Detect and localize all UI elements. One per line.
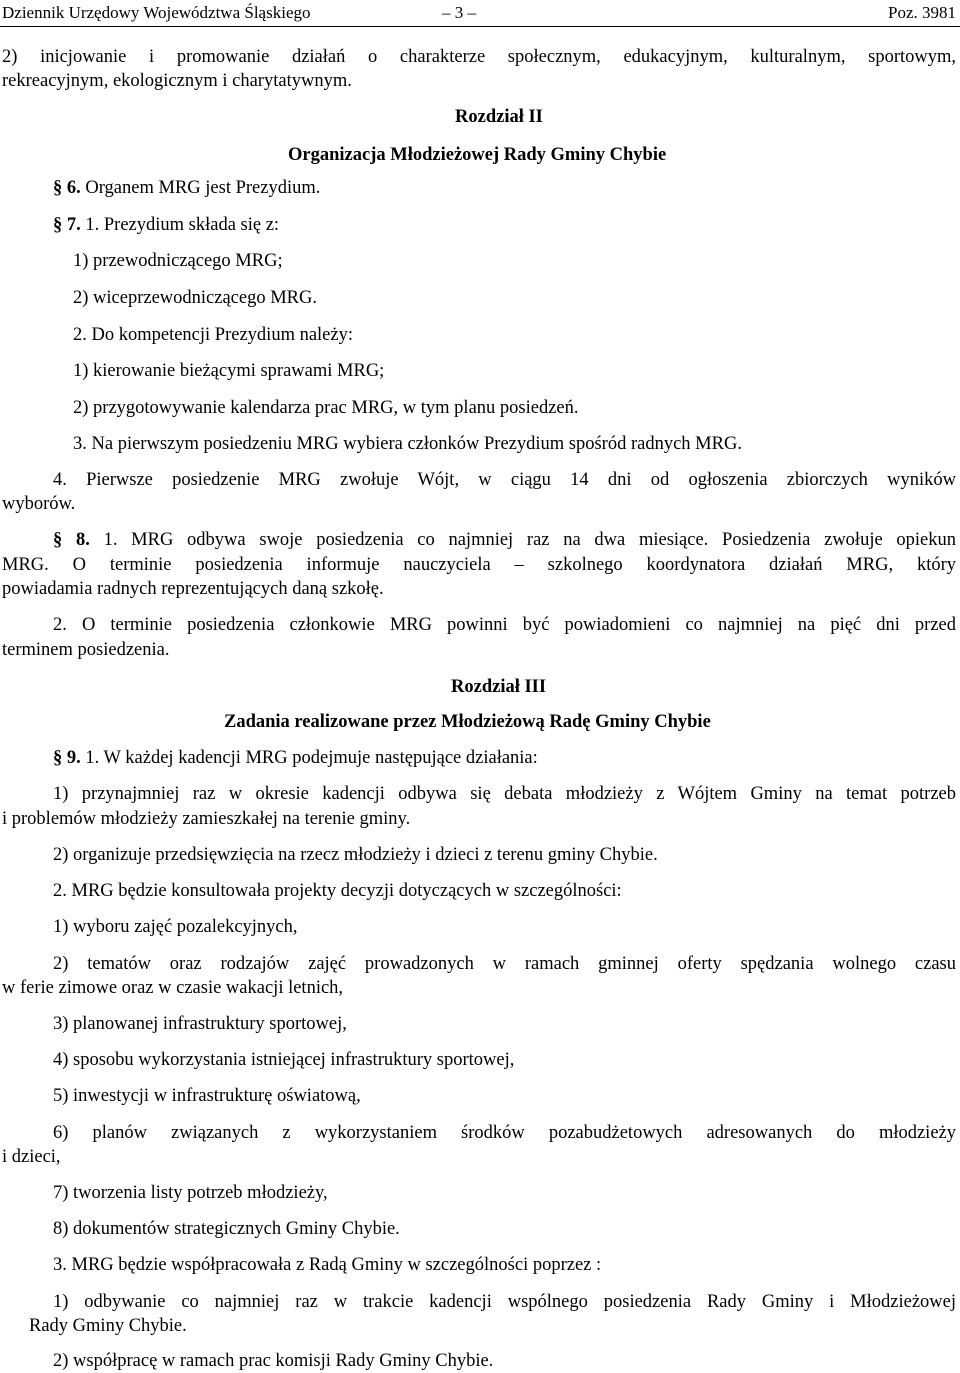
paragraph-line: i problemów młodzieży zamieszkałej na terenie gminy. — [2, 809, 411, 829]
paragraph-line: 3. MRG będzie współpracowała z Radą Gminy w szczególności poprzez : — [53, 1255, 602, 1275]
section-text: 1. Prezydium składa się z: — [80, 215, 280, 235]
list-item: 2) współpracę w ramach prac komisji Rady Gminy Chybie. — [53, 1351, 494, 1371]
page-header — [0, 0, 960, 27]
section-text: 1. MRG odbywa swoje posiedzenia co najmniej raz na dwa miesiące. Posiedzenia zwołuje opiekun — [89, 530, 956, 550]
list-item: 6) planów związanych z wykorzystaniem środków pozabudżetowych adresowanych do młodzieży — [53, 1123, 956, 1143]
paragraph-line: terminem posiedzenia. — [2, 640, 170, 660]
page-number: – 3 – — [442, 3, 476, 22]
list-item: 1) wyboru zajęć pozalekcyjnych, — [53, 917, 298, 937]
paragraph-line: Rady Gminy Chybie. — [29, 1316, 187, 1336]
list-item: 8) dokumentów strategicznych Gminy Chybie. — [53, 1219, 400, 1239]
section-8 — [53, 529, 956, 551]
list-item: 5) inwestycji w infrastrukturę oświatową, — [53, 1086, 361, 1106]
section-number: § 8. — [53, 530, 90, 550]
list-item: 1) odbywanie co najmniej raz w trakcie kadencji wspólnego posiedzenia Rady Gminy i Młodzieżowej — [53, 1292, 956, 1312]
paragraph-line: 2) inicjowanie i promowanie działań o charakterze społecznym, edukacyjnym, kulturalnym, sportowym, — [2, 47, 956, 67]
journal-name: Dziennik Urzędowy Województwa Śląskiego — [2, 3, 311, 22]
list-item: 2) wiceprzewodniczącego MRG. — [73, 288, 317, 308]
section-number: § 9. — [53, 748, 81, 768]
paragraph-line: wyborów. — [2, 494, 76, 514]
section-9 — [53, 747, 538, 769]
list-item: 3) planowanej infrastruktury sportowej, — [53, 1014, 347, 1034]
section-7 — [53, 214, 279, 236]
paragraph-line: 2. Do kompetencji Prezydium należy: — [73, 325, 353, 345]
list-item: 1) przewodniczącego MRG; — [73, 251, 283, 271]
paragraph-line: MRG. O terminie posiedzenia informuje nauczyciela – szkolnego koordynatora działań MRG, który — [2, 555, 956, 575]
chapter-heading: Rozdział III — [451, 677, 547, 697]
paragraph-line: rekreacyjnym, ekologicznym i charytatywnym. — [2, 71, 352, 91]
list-item: 2) organizuje przedsięwzięcia na rzecz młodzieży i dzieci z terenu gminy Chybie. — [53, 845, 658, 865]
paragraph-line: 3. Na pierwszym posiedzeniu MRG wybiera członków Prezydium spośród radnych MRG. — [73, 434, 742, 454]
section-text: 1. W każdej kadencji MRG podejmuje następujące działania: — [80, 748, 538, 768]
position-number: Poz. 3981 — [888, 3, 956, 22]
paragraph-line: powiadamia radnych reprezentujących daną szkołę. — [2, 579, 384, 599]
section-number: § 7. — [53, 215, 81, 235]
list-item: 7) tworzenia listy potrzeb młodzieży, — [53, 1183, 328, 1203]
paragraph-line: 2. O terminie posiedzenia członkowie MRG powinni być powiadomieni co najmniej na pięć dni przed — [53, 615, 956, 635]
paragraph-line: 4. Pierwsze posiedzenie MRG zwołuje Wójt, w ciągu 14 dni od ogłoszenia zbiorczych wyników — [53, 470, 956, 490]
list-item: 2) przygotowywanie kalendarza prac MRG, w tym planu posiedzeń. — [73, 398, 579, 418]
paragraph-line: w ferie zimowe oraz w czasie wakacji letnich, — [2, 978, 344, 998]
section-number: § 6. — [53, 178, 81, 198]
section-text: Organem MRG jest Prezydium. — [80, 178, 321, 198]
list-item: 1) kierowanie bieżącymi sprawami MRG; — [73, 361, 385, 381]
paragraph-line: i dzieci, — [2, 1147, 61, 1167]
list-item: 4) sposobu wykorzystania istniejącej infrastruktury sportowej, — [53, 1050, 515, 1070]
section-6 — [53, 177, 320, 199]
chapter-title: Zadania realizowane przez Młodzieżową Radę Gminy Chybie — [224, 712, 711, 732]
list-item: 1) przynajmniej raz w okresie kadencji odbywa się debata młodzieży z Wójtem Gminy na temat potrzeb — [53, 784, 956, 804]
chapter-heading: Rozdział II — [455, 107, 543, 127]
paragraph-line: 2. MRG będzie konsultowała projekty decyzji dotyczących w szczególności: — [53, 881, 622, 901]
chapter-title: Organizacja Młodzieżowej Rady Gminy Chybie — [288, 145, 667, 165]
list-item: 2) tematów oraz rodzajów zajęć prowadzonych w ramach gminnej oferty spędzania wolnego czasu — [53, 954, 956, 974]
